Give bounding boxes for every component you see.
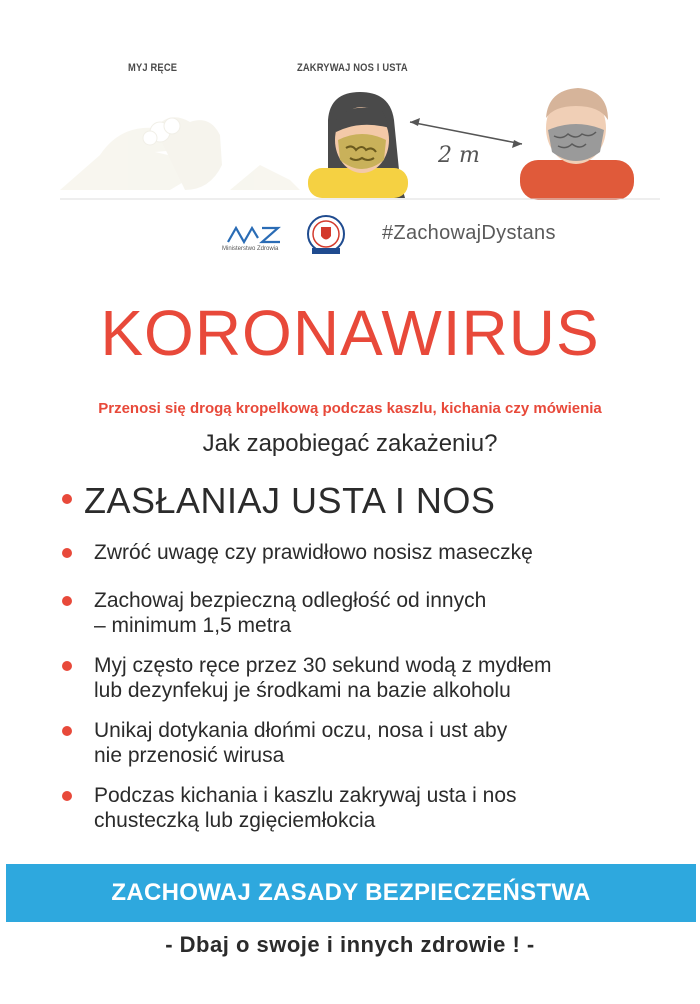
hashtag-zachowaj-dystans: #ZachowajDystans (382, 222, 556, 244)
subtitle: Przenosi się drogą kropelkową podczas kaszlu, kichania czy mówienia (98, 400, 602, 417)
page-title: KORONAWIRUS (100, 297, 600, 369)
bullet-dot-icon (62, 548, 72, 558)
list-item (62, 588, 682, 638)
list-item (62, 783, 682, 833)
distance-arrow-icon (410, 118, 522, 168)
tips-list (62, 540, 682, 833)
prevention-question: Jak zapobiegać zakażeniu? (202, 430, 498, 457)
tip-line: Unikaj dotykania dłońmi oczu, nosa i ust aby (94, 719, 508, 742)
bullet-dot-icon (62, 494, 72, 504)
tip-line: – minimum 1,5 metra (94, 614, 292, 637)
tip-line: Zachowaj bezpieczną odległość od innych (94, 589, 487, 612)
logos-svg (0, 212, 700, 260)
main-rule (62, 480, 662, 522)
ministry-caption: Ministerstwo Zdrowia (222, 246, 279, 252)
list-item (62, 540, 682, 565)
label-wash-hands: MYJ RĘCE (128, 62, 178, 74)
man-wearing-mask-icon (520, 88, 634, 200)
woman-wearing-mask-icon (308, 92, 408, 198)
tip-line: chusteczką lub zgięciemłokcia (94, 809, 376, 832)
tip-line: lub dezynfekuj je środkami na bazie alkoholu (94, 679, 511, 702)
distance-label: 2 m (438, 143, 480, 168)
label-cover-nose-mouth: ZAKRYWAJ NOS I USTA (297, 62, 408, 74)
bullet-dot-icon (62, 791, 72, 801)
logos-row (0, 212, 700, 260)
ministry-of-health-logo-icon (228, 228, 280, 242)
tip-line: nie przenosić wirusa (94, 744, 285, 767)
main-rule-text: ZASŁANIAJ USTA I NOS (84, 480, 496, 521)
tip-line: Podczas kichania i kaszlu zakrywaj usta i nos (94, 784, 517, 807)
list-item (62, 653, 682, 703)
tip-line: Myj często ręce przez 30 sekund wodą z mydłem (94, 654, 552, 677)
bullet-dot-icon (62, 726, 72, 736)
footer-slogan: - Dbaj o swoje i innych zdrowie ! - (165, 932, 535, 957)
tip-line: Zwróć uwagę czy prawidłowo nosisz maseczkę (94, 541, 533, 564)
list-item (62, 718, 682, 768)
bullet-dot-icon (62, 661, 72, 671)
washing-hands-icon (60, 117, 300, 190)
bullet-dot-icon (62, 596, 72, 606)
safety-banner: ZACHOWAJ ZASADY BEZPIECZEŃSTWA (6, 864, 696, 922)
sanitary-inspection-emblem-icon (308, 216, 344, 254)
